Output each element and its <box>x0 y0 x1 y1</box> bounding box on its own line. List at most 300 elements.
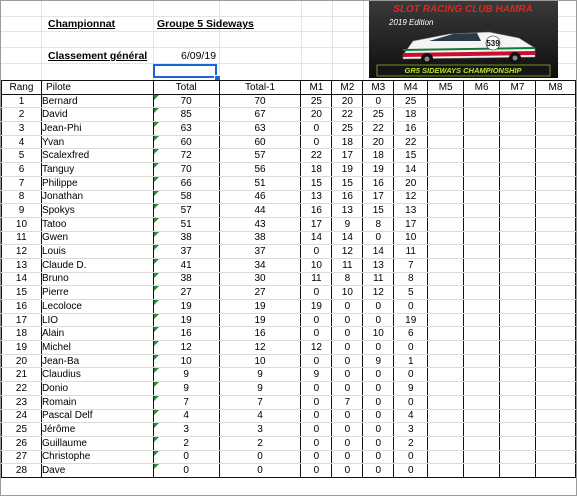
cell-m3[interactable]: 0 <box>363 464 394 478</box>
cell-m8[interactable] <box>535 135 575 149</box>
cell-m6[interactable] <box>464 382 500 396</box>
cell-pilote[interactable]: Gwen <box>41 231 153 245</box>
cell-m3[interactable]: 0 <box>363 450 394 464</box>
cell-m2[interactable]: 7 <box>332 395 363 409</box>
cell-rang[interactable]: 9 <box>2 204 42 218</box>
cell-m7[interactable] <box>500 313 536 327</box>
cell-m1[interactable]: 0 <box>301 395 332 409</box>
cell-m8[interactable] <box>535 368 575 382</box>
cell-m5[interactable] <box>428 190 464 204</box>
cell-total[interactable]: 16 <box>153 327 219 341</box>
cell-m4[interactable]: 4 <box>394 409 428 423</box>
cell-m4[interactable]: 5 <box>394 286 428 300</box>
cell-m6[interactable] <box>464 341 500 355</box>
cell-pilote[interactable]: Yvan <box>41 135 153 149</box>
cell-m8[interactable] <box>535 423 575 437</box>
cell-total-1[interactable]: 7 <box>219 395 301 409</box>
cell-m5[interactable] <box>428 231 464 245</box>
cell-m4[interactable]: 13 <box>394 204 428 218</box>
cell-pilote[interactable]: Dave <box>41 464 153 478</box>
cell-pilote[interactable]: Pascal Delf <box>41 409 153 423</box>
cell-total-1[interactable]: 0 <box>219 464 301 478</box>
cell-m1[interactable]: 0 <box>301 354 332 368</box>
cell-m4[interactable]: 0 <box>394 464 428 478</box>
cell-rang[interactable]: 17 <box>2 313 42 327</box>
cell-m8[interactable] <box>535 204 575 218</box>
cell-m1[interactable]: 0 <box>301 327 332 341</box>
cell-m2[interactable]: 14 <box>332 231 363 245</box>
date-cell[interactable]: 6/09/19 <box>181 50 217 62</box>
cell-rang[interactable]: 26 <box>2 436 42 450</box>
cell-m1[interactable]: 16 <box>301 204 332 218</box>
cell-m1[interactable]: 17 <box>301 217 332 231</box>
cell-m5[interactable] <box>428 122 464 136</box>
cell-m2[interactable]: 0 <box>332 313 363 327</box>
cell-m8[interactable] <box>535 217 575 231</box>
cell-m4[interactable]: 9 <box>394 382 428 396</box>
cell-total[interactable]: 66 <box>153 176 219 190</box>
cell-m3[interactable]: 0 <box>363 436 394 450</box>
cell-m6[interactable] <box>464 436 500 450</box>
cell-total[interactable]: 70 <box>153 94 219 108</box>
cell-m6[interactable] <box>464 327 500 341</box>
cell-m7[interactable] <box>500 409 536 423</box>
cell-m8[interactable] <box>535 108 575 122</box>
cell-m6[interactable] <box>464 286 500 300</box>
cell-pilote[interactable]: Jérôme <box>41 423 153 437</box>
cell-total[interactable]: 38 <box>153 272 219 286</box>
cell-pilote[interactable]: Louis <box>41 245 153 259</box>
cell-m3[interactable]: 0 <box>363 313 394 327</box>
cell-total-1[interactable]: 16 <box>219 327 301 341</box>
cell-m7[interactable] <box>500 286 536 300</box>
cell-m1[interactable]: 0 <box>301 122 332 136</box>
cell-m8[interactable] <box>535 258 575 272</box>
cell-rang[interactable]: 24 <box>2 409 42 423</box>
cell-m3[interactable]: 25 <box>363 108 394 122</box>
cell-m3[interactable]: 0 <box>363 409 394 423</box>
cell-m4[interactable]: 0 <box>394 395 428 409</box>
cell-m7[interactable] <box>500 135 536 149</box>
cell-rang[interactable]: 8 <box>2 190 42 204</box>
cell-m7[interactable] <box>500 436 536 450</box>
cell-m3[interactable]: 8 <box>363 217 394 231</box>
cell-m7[interactable] <box>500 327 536 341</box>
cell-rang[interactable]: 20 <box>2 354 42 368</box>
cell-m7[interactable] <box>500 423 536 437</box>
cell-pilote[interactable]: Jean-Phi <box>41 122 153 136</box>
cell-m8[interactable] <box>535 231 575 245</box>
cell-m3[interactable]: 0 <box>363 395 394 409</box>
cell-total-1[interactable]: 43 <box>219 217 301 231</box>
cell-m1[interactable]: 20 <box>301 108 332 122</box>
cell-total[interactable]: 57 <box>153 204 219 218</box>
cell-m8[interactable] <box>535 163 575 177</box>
cell-m6[interactable] <box>464 245 500 259</box>
cell-m7[interactable] <box>500 204 536 218</box>
cell-m1[interactable]: 0 <box>301 436 332 450</box>
cell-total-1[interactable]: 10 <box>219 354 301 368</box>
cell-m5[interactable] <box>428 368 464 382</box>
cell-total[interactable]: 0 <box>153 450 219 464</box>
cell-m6[interactable] <box>464 409 500 423</box>
cell-total-1[interactable]: 38 <box>219 231 301 245</box>
cell-m2[interactable]: 19 <box>332 163 363 177</box>
cell-pilote[interactable]: Christophe <box>41 450 153 464</box>
cell-m7[interactable] <box>500 341 536 355</box>
cell-m3[interactable]: 0 <box>363 341 394 355</box>
cell-m1[interactable]: 0 <box>301 423 332 437</box>
cell-m4[interactable]: 1 <box>394 354 428 368</box>
cell-m6[interactable] <box>464 190 500 204</box>
cell-m5[interactable] <box>428 217 464 231</box>
cell-m1[interactable]: 19 <box>301 300 332 314</box>
cell-m1[interactable]: 25 <box>301 94 332 108</box>
cell-pilote[interactable]: Claude D. <box>41 258 153 272</box>
cell-m4[interactable]: 17 <box>394 217 428 231</box>
cell-rang[interactable]: 25 <box>2 423 42 437</box>
cell-pilote[interactable]: Tatoo <box>41 217 153 231</box>
cell-total[interactable]: 38 <box>153 231 219 245</box>
cell-pilote[interactable]: Scalexfred <box>41 149 153 163</box>
cell-m4[interactable]: 0 <box>394 341 428 355</box>
cell-rang[interactable]: 21 <box>2 368 42 382</box>
cell-m3[interactable]: 9 <box>363 354 394 368</box>
cell-pilote[interactable]: David <box>41 108 153 122</box>
cell-m4[interactable]: 0 <box>394 368 428 382</box>
cell-m4[interactable]: 20 <box>394 176 428 190</box>
cell-rang[interactable]: 5 <box>2 149 42 163</box>
cell-m1[interactable]: 14 <box>301 231 332 245</box>
cell-m8[interactable] <box>535 272 575 286</box>
cell-pilote[interactable]: Lecoloce <box>41 300 153 314</box>
cell-m5[interactable] <box>428 382 464 396</box>
cell-total-1[interactable]: 60 <box>219 135 301 149</box>
cell-pilote[interactable]: Jean-Ba <box>41 354 153 368</box>
cell-m4[interactable]: 19 <box>394 313 428 327</box>
cell-m7[interactable] <box>500 190 536 204</box>
cell-rang[interactable]: 7 <box>2 176 42 190</box>
cell-m1[interactable]: 0 <box>301 313 332 327</box>
cell-m5[interactable] <box>428 395 464 409</box>
cell-m7[interactable] <box>500 382 536 396</box>
cell-m1[interactable]: 22 <box>301 149 332 163</box>
cell-total[interactable]: 27 <box>153 286 219 300</box>
cell-pilote[interactable]: Spokys <box>41 204 153 218</box>
cell-m2[interactable]: 0 <box>332 300 363 314</box>
cell-m5[interactable] <box>428 409 464 423</box>
cell-total-1[interactable]: 46 <box>219 190 301 204</box>
cell-total[interactable]: 12 <box>153 341 219 355</box>
cell-rang[interactable]: 10 <box>2 217 42 231</box>
cell-m6[interactable] <box>464 300 500 314</box>
cell-m5[interactable] <box>428 464 464 478</box>
cell-rang[interactable]: 16 <box>2 300 42 314</box>
cell-total[interactable]: 85 <box>153 108 219 122</box>
cell-m7[interactable] <box>500 395 536 409</box>
cell-total-1[interactable]: 9 <box>219 382 301 396</box>
cell-m1[interactable]: 12 <box>301 341 332 355</box>
cell-m8[interactable] <box>535 327 575 341</box>
cell-total[interactable]: 63 <box>153 122 219 136</box>
cell-m4[interactable]: 3 <box>394 423 428 437</box>
cell-m4[interactable]: 11 <box>394 245 428 259</box>
cell-total-1[interactable]: 30 <box>219 272 301 286</box>
cell-m6[interactable] <box>464 450 500 464</box>
cell-m7[interactable] <box>500 231 536 245</box>
cell-total-1[interactable]: 12 <box>219 341 301 355</box>
cell-m2[interactable]: 0 <box>332 464 363 478</box>
cell-total[interactable]: 3 <box>153 423 219 437</box>
cell-m8[interactable] <box>535 409 575 423</box>
cell-m6[interactable] <box>464 313 500 327</box>
cell-m5[interactable] <box>428 245 464 259</box>
cell-m7[interactable] <box>500 108 536 122</box>
cell-m3[interactable]: 0 <box>363 94 394 108</box>
cell-m1[interactable]: 0 <box>301 245 332 259</box>
cell-m6[interactable] <box>464 163 500 177</box>
cell-m3[interactable]: 12 <box>363 286 394 300</box>
cell-m3[interactable]: 0 <box>363 382 394 396</box>
cell-m6[interactable] <box>464 423 500 437</box>
cell-rang[interactable]: 23 <box>2 395 42 409</box>
cell-m1[interactable]: 0 <box>301 464 332 478</box>
cell-m2[interactable]: 12 <box>332 245 363 259</box>
cell-rang[interactable]: 2 <box>2 108 42 122</box>
cell-m2[interactable]: 0 <box>332 327 363 341</box>
cell-rang[interactable]: 6 <box>2 163 42 177</box>
cell-m8[interactable] <box>535 382 575 396</box>
cell-m5[interactable] <box>428 108 464 122</box>
cell-total[interactable]: 4 <box>153 409 219 423</box>
cell-m1[interactable]: 9 <box>301 368 332 382</box>
cell-m7[interactable] <box>500 354 536 368</box>
cell-m5[interactable] <box>428 300 464 314</box>
cell-m4[interactable]: 2 <box>394 436 428 450</box>
cell-m3[interactable]: 0 <box>363 231 394 245</box>
cell-m1[interactable]: 0 <box>301 135 332 149</box>
cell-m1[interactable]: 0 <box>301 450 332 464</box>
cell-m8[interactable] <box>535 94 575 108</box>
cell-m5[interactable] <box>428 272 464 286</box>
cell-total-1[interactable]: 3 <box>219 423 301 437</box>
cell-total-1[interactable]: 19 <box>219 300 301 314</box>
cell-m6[interactable] <box>464 354 500 368</box>
cell-m7[interactable] <box>500 149 536 163</box>
cell-m8[interactable] <box>535 190 575 204</box>
cell-m6[interactable] <box>464 368 500 382</box>
cell-m8[interactable] <box>535 176 575 190</box>
cell-m6[interactable] <box>464 272 500 286</box>
cell-m8[interactable] <box>535 286 575 300</box>
cell-m8[interactable] <box>535 313 575 327</box>
cell-m5[interactable] <box>428 423 464 437</box>
cell-pilote[interactable]: Bruno <box>41 272 153 286</box>
cell-m1[interactable]: 13 <box>301 190 332 204</box>
cell-total-1[interactable]: 51 <box>219 176 301 190</box>
cell-pilote[interactable]: LIO <box>41 313 153 327</box>
cell-m1[interactable]: 15 <box>301 176 332 190</box>
cell-m8[interactable] <box>535 122 575 136</box>
cell-m7[interactable] <box>500 163 536 177</box>
cell-m5[interactable] <box>428 204 464 218</box>
cell-total-1[interactable]: 2 <box>219 436 301 450</box>
cell-total-1[interactable]: 4 <box>219 409 301 423</box>
cell-m7[interactable] <box>500 464 536 478</box>
cell-m6[interactable] <box>464 108 500 122</box>
cell-total-1[interactable]: 0 <box>219 450 301 464</box>
cell-total[interactable]: 41 <box>153 258 219 272</box>
cell-m2[interactable]: 0 <box>332 436 363 450</box>
cell-m2[interactable]: 18 <box>332 135 363 149</box>
cell-m1[interactable]: 10 <box>301 258 332 272</box>
cell-m4[interactable]: 12 <box>394 190 428 204</box>
cell-m6[interactable] <box>464 149 500 163</box>
selected-cell[interactable] <box>153 64 217 78</box>
cell-m1[interactable]: 11 <box>301 272 332 286</box>
cell-total-1[interactable]: 34 <box>219 258 301 272</box>
cell-m8[interactable] <box>535 245 575 259</box>
cell-m3[interactable]: 16 <box>363 176 394 190</box>
cell-m5[interactable] <box>428 135 464 149</box>
cell-rang[interactable]: 1 <box>2 94 42 108</box>
cell-m6[interactable] <box>464 135 500 149</box>
cell-m7[interactable] <box>500 450 536 464</box>
cell-total-1[interactable]: 27 <box>219 286 301 300</box>
cell-rang[interactable]: 3 <box>2 122 42 136</box>
cell-m6[interactable] <box>464 122 500 136</box>
cell-m8[interactable] <box>535 354 575 368</box>
cell-m7[interactable] <box>500 272 536 286</box>
cell-total-1[interactable]: 67 <box>219 108 301 122</box>
cell-pilote[interactable]: Romain <box>41 395 153 409</box>
cell-m5[interactable] <box>428 313 464 327</box>
cell-m8[interactable] <box>535 450 575 464</box>
cell-m2[interactable]: 15 <box>332 176 363 190</box>
cell-total-1[interactable]: 44 <box>219 204 301 218</box>
cell-m6[interactable] <box>464 217 500 231</box>
cell-total-1[interactable]: 57 <box>219 149 301 163</box>
cell-m7[interactable] <box>500 122 536 136</box>
cell-m3[interactable]: 18 <box>363 149 394 163</box>
cell-m1[interactable]: 0 <box>301 382 332 396</box>
cell-m5[interactable] <box>428 354 464 368</box>
cell-m4[interactable]: 8 <box>394 272 428 286</box>
cell-total[interactable]: 0 <box>153 464 219 478</box>
cell-m2[interactable]: 0 <box>332 341 363 355</box>
cell-m3[interactable]: 15 <box>363 204 394 218</box>
cell-rang[interactable]: 11 <box>2 231 42 245</box>
cell-m4[interactable]: 7 <box>394 258 428 272</box>
cell-pilote[interactable]: Claudius <box>41 368 153 382</box>
cell-m4[interactable]: 14 <box>394 163 428 177</box>
cell-total[interactable]: 7 <box>153 395 219 409</box>
cell-m5[interactable] <box>428 176 464 190</box>
cell-pilote[interactable]: Bernard <box>41 94 153 108</box>
cell-total[interactable]: 19 <box>153 313 219 327</box>
cell-total[interactable]: 60 <box>153 135 219 149</box>
cell-m5[interactable] <box>428 436 464 450</box>
cell-m7[interactable] <box>500 245 536 259</box>
cell-m5[interactable] <box>428 163 464 177</box>
cell-m4[interactable]: 25 <box>394 94 428 108</box>
cell-rang[interactable]: 13 <box>2 258 42 272</box>
cell-total[interactable]: 2 <box>153 436 219 450</box>
cell-pilote[interactable]: Pierre <box>41 286 153 300</box>
cell-pilote[interactable]: Guillaume <box>41 436 153 450</box>
cell-total[interactable]: 51 <box>153 217 219 231</box>
cell-m5[interactable] <box>428 450 464 464</box>
cell-m3[interactable]: 19 <box>363 163 394 177</box>
cell-m2[interactable]: 17 <box>332 149 363 163</box>
cell-total[interactable]: 58 <box>153 190 219 204</box>
cell-m2[interactable]: 13 <box>332 204 363 218</box>
cell-pilote[interactable]: Philippe <box>41 176 153 190</box>
cell-m1[interactable]: 18 <box>301 163 332 177</box>
cell-total[interactable]: 37 <box>153 245 219 259</box>
cell-m2[interactable]: 0 <box>332 409 363 423</box>
cell-m4[interactable]: 0 <box>394 300 428 314</box>
cell-m2[interactable]: 0 <box>332 368 363 382</box>
cell-m4[interactable]: 10 <box>394 231 428 245</box>
cell-m7[interactable] <box>500 368 536 382</box>
cell-rang[interactable]: 27 <box>2 450 42 464</box>
cell-m8[interactable] <box>535 464 575 478</box>
cell-m2[interactable]: 16 <box>332 190 363 204</box>
cell-total[interactable]: 10 <box>153 354 219 368</box>
cell-m6[interactable] <box>464 94 500 108</box>
cell-m2[interactable]: 20 <box>332 94 363 108</box>
cell-m7[interactable] <box>500 258 536 272</box>
cell-rang[interactable]: 22 <box>2 382 42 396</box>
cell-m7[interactable] <box>500 217 536 231</box>
cell-m2[interactable]: 25 <box>332 122 363 136</box>
cell-total[interactable]: 70 <box>153 163 219 177</box>
cell-total-1[interactable]: 37 <box>219 245 301 259</box>
cell-pilote[interactable]: Jonathan <box>41 190 153 204</box>
cell-m3[interactable]: 22 <box>363 122 394 136</box>
cell-rang[interactable]: 14 <box>2 272 42 286</box>
cell-m8[interactable] <box>535 341 575 355</box>
cell-m2[interactable]: 22 <box>332 108 363 122</box>
cell-m4[interactable]: 0 <box>394 450 428 464</box>
cell-m8[interactable] <box>535 436 575 450</box>
cell-m1[interactable]: 0 <box>301 409 332 423</box>
cell-m2[interactable]: 0 <box>332 450 363 464</box>
cell-m3[interactable]: 20 <box>363 135 394 149</box>
cell-m3[interactable]: 0 <box>363 300 394 314</box>
cell-total[interactable]: 19 <box>153 300 219 314</box>
cell-pilote[interactable]: Alain <box>41 327 153 341</box>
cell-m6[interactable] <box>464 231 500 245</box>
cell-m8[interactable] <box>535 149 575 163</box>
cell-m4[interactable]: 6 <box>394 327 428 341</box>
cell-m7[interactable] <box>500 176 536 190</box>
cell-rang[interactable]: 4 <box>2 135 42 149</box>
cell-total[interactable]: 9 <box>153 382 219 396</box>
cell-m5[interactable] <box>428 258 464 272</box>
cell-m5[interactable] <box>428 149 464 163</box>
cell-total-1[interactable]: 19 <box>219 313 301 327</box>
cell-m6[interactable] <box>464 395 500 409</box>
cell-rang[interactable]: 19 <box>2 341 42 355</box>
cell-m1[interactable]: 0 <box>301 286 332 300</box>
cell-total-1[interactable]: 70 <box>219 94 301 108</box>
cell-m2[interactable]: 11 <box>332 258 363 272</box>
cell-m2[interactable]: 0 <box>332 382 363 396</box>
cell-m8[interactable] <box>535 300 575 314</box>
cell-m3[interactable]: 17 <box>363 190 394 204</box>
